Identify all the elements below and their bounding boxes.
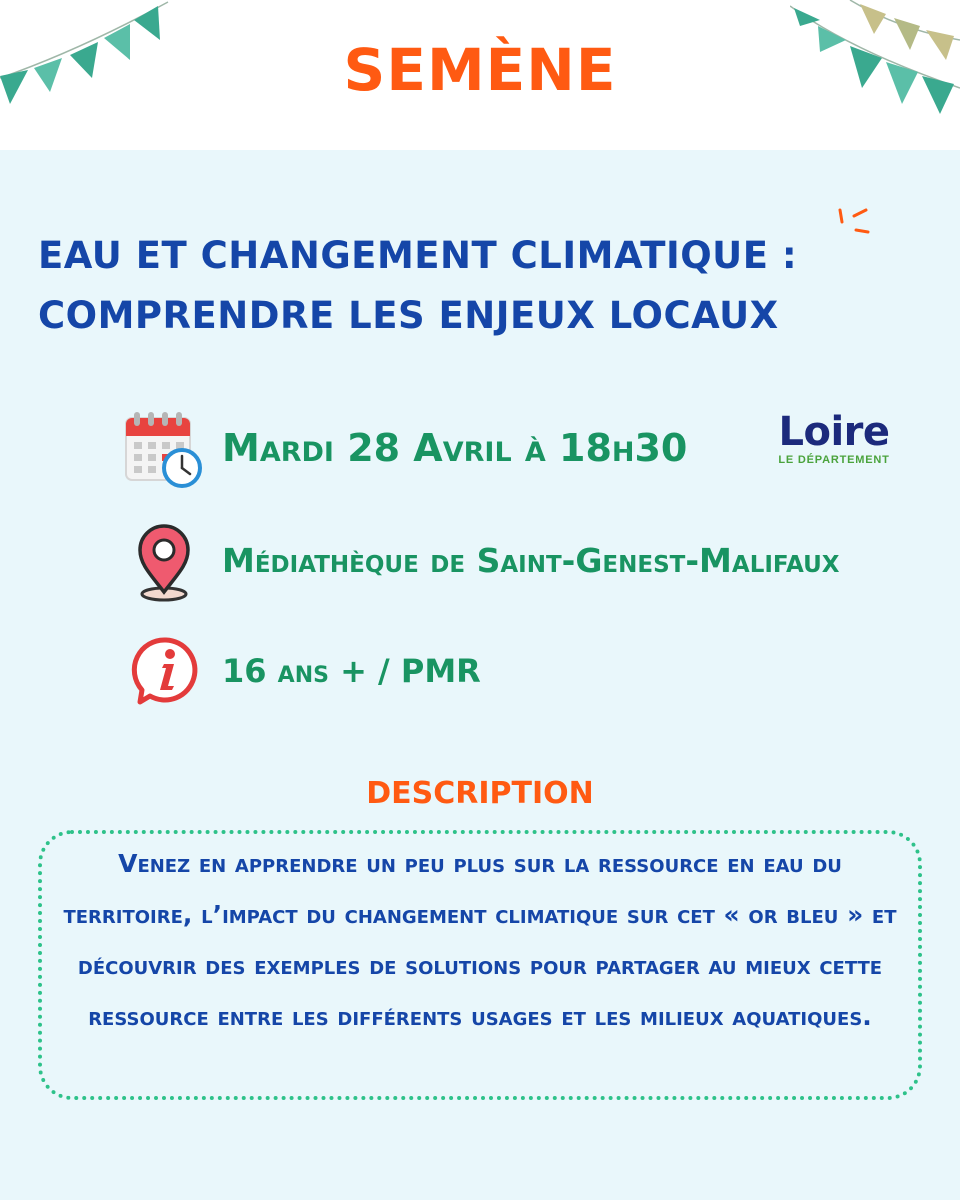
loire-logo	[764, 410, 904, 466]
description-heading: DESCRIPTION	[366, 776, 594, 811]
description-text: Venez en apprendre un peu plus sur la ressource en eau du territoire, l’impact du changement climatique sur cet « or bleu » et découvrir des exemples de solutions pour partager au mieux cette ressource entre les différents usages et les milieux aquatiques.	[63, 849, 897, 1031]
logo-subtitle: LE DÉPARTEMENT	[778, 454, 890, 466]
brand-title: SEMÈNE	[343, 36, 617, 104]
event-title	[38, 226, 898, 346]
info-bubble-icon	[120, 636, 204, 708]
event-date: Mardi 28 Avril à 18h30	[222, 426, 688, 470]
event-access: 16 ans + / PMR	[222, 652, 481, 690]
event-title-line2: COMPRENDRE LES ENJEUX LOCAUX	[38, 294, 779, 337]
map-pin-icon	[120, 520, 204, 604]
event-title-line1: EAU ET CHANGEMENT CLIMATIQUE :	[38, 234, 798, 277]
sparkle-icon	[834, 206, 874, 246]
event-location: Médiathèque de Saint-Genest-Malifaux	[222, 541, 840, 580]
calendar-clock-icon	[120, 410, 204, 490]
logo-word: Loire	[778, 409, 890, 455]
